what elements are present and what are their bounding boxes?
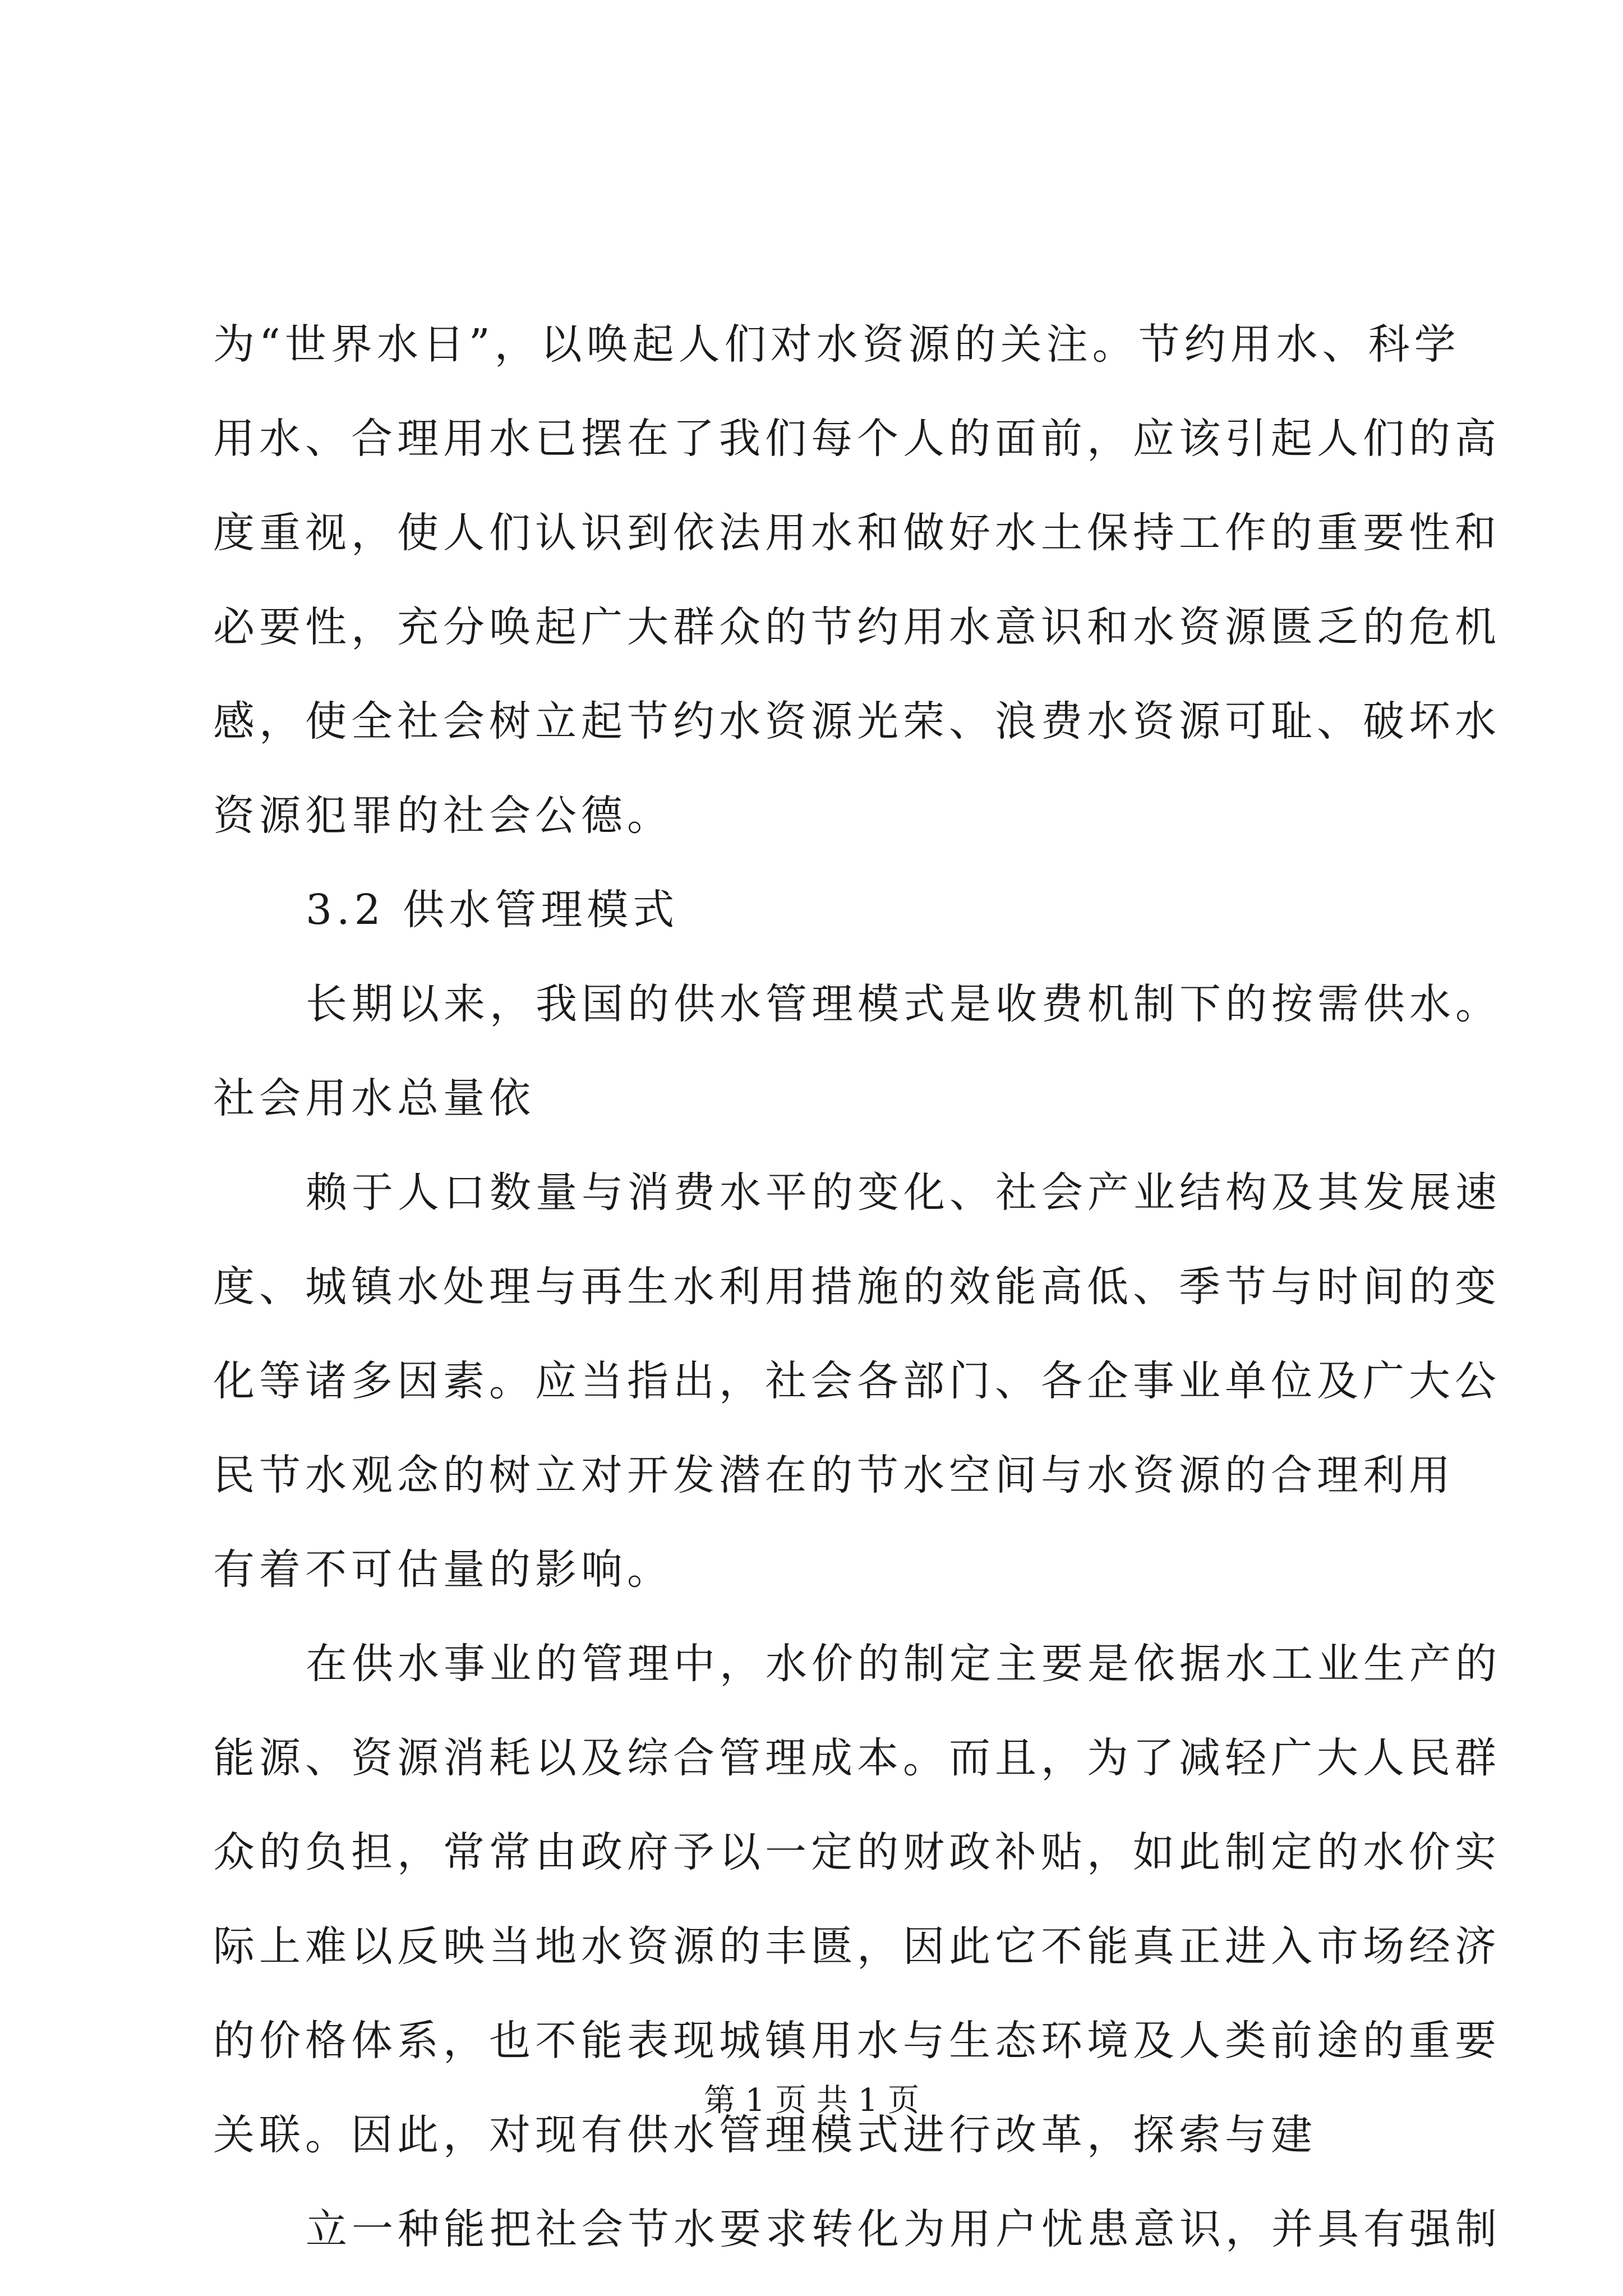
text-line: 社会用水总量依 <box>213 1074 535 1122</box>
text-line: 必要性，充分唤起广大群众的节约用水意识和水资源匮乏的危机 <box>213 603 1501 651</box>
text-line: 用水、合理用水已摆在了我们每个人的面前，应该引起人们的高 <box>213 415 1501 463</box>
text-line: 化等诸多因素。应当指出，社会各部门、各企事业单位及广大公 <box>213 1357 1501 1405</box>
text-line: 资源犯罪的社会公德。 <box>213 792 673 840</box>
text-line: 的价格体系，也不能表现城镇用水与生态环境及人类前途的重要 <box>213 2017 1501 2065</box>
text-line: 长期以来，我国的供水管理模式是收费机制下的按需供水。 <box>306 980 1501 1028</box>
text-line: 众的负担，常常由政府予以一定的财政补贴，如此制定的水价实 <box>213 1828 1501 1876</box>
text-line: 为“世界水日”，以唤起人们对水资源的关注。节约用水、科学 <box>213 320 1460 369</box>
paragraph <box>213 957 1501 1145</box>
text-line: 感，使全社会树立起节约水资源光荣、浪费水资源可耻、破坏水 <box>213 697 1501 746</box>
section-heading-text: 3.2 供水管理模式 <box>306 886 679 934</box>
paragraph <box>213 2182 1501 2276</box>
document-body <box>213 297 1501 2276</box>
paragraph-continuation <box>213 297 1501 863</box>
section-heading <box>213 863 1419 957</box>
text-line: 际上难以反映当地水资源的丰匮，因此它不能真正进入市场经济 <box>213 1922 1501 1971</box>
text-line: 赖于人口数量与消费水平的变化、社会产业结构及其发展速 <box>306 1168 1501 1217</box>
text-line: 度重视，使人们认识到依法用水和做好水土保持工作的重要性和 <box>213 509 1501 557</box>
paragraph <box>213 1145 1501 1617</box>
text-line: 能源、资源消耗以及综合管理成本。而且，为了减轻广大人民群 <box>213 1734 1501 1782</box>
text-line: 在供水事业的管理中，水价的制定主要是依据水工业生产的 <box>306 1640 1501 1688</box>
page-footer: 第 1 页 共 1 页 <box>703 2082 920 2119</box>
text-line: 关联。因此，对现有供水管理模式进行改革，探索与建 <box>213 2111 1317 2159</box>
text-line: 民节水观念的树立对开发潜在的节水空间与水资源的合理利用 <box>213 1451 1455 1499</box>
text-line: 度、城镇水处理与再生水利用措施的效能高低、季节与时间的变 <box>213 1263 1501 1311</box>
text-line: 有着不可估量的影响。 <box>213 1545 673 1594</box>
text-line: 立一种能把社会节水要求转化为用户忧患意识，并具有强制 <box>306 2205 1501 2253</box>
